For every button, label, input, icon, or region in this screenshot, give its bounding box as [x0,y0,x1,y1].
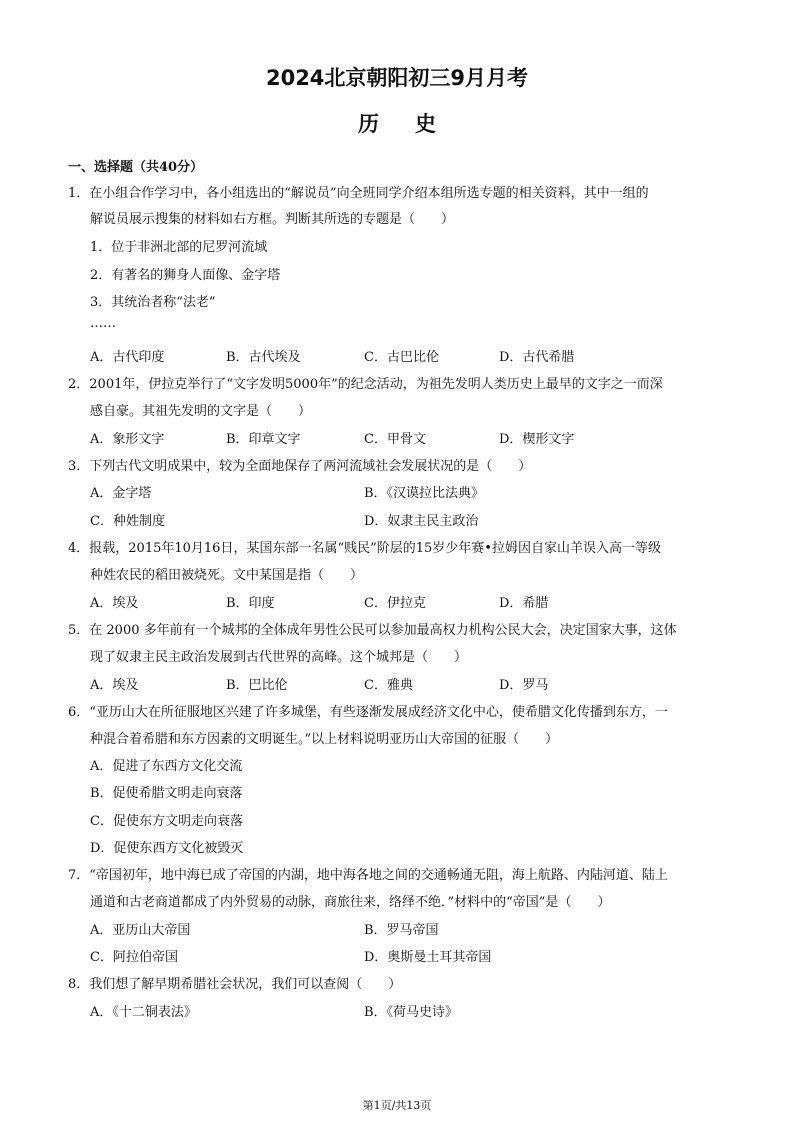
option-b[interactable]: B．《荷马史诗》 [364,1005,459,1020]
question-3-line-1: 3．下列古代文明成果中，较为全面地保存了两河流域社会发展状况的是（ ） [68,459,532,474]
option-c[interactable]: C．雅典 [364,678,413,693]
option-b[interactable]: B．促使希腊文明走向衰落 [90,786,243,801]
exam-title: 2024北京朝阳初三9月月考 [265,66,529,90]
question-5-line-2: 现了奴隶主民主政治发展到古代世界的高峰。这个城邦是（ ） [90,650,468,665]
option-b[interactable]: B．印章文字 [226,432,301,447]
option-a[interactable]: A．埃及 [90,678,139,693]
material-item: 1．位于非洲北部的尼罗河流域 [90,240,268,255]
option-b[interactable]: B．印度 [226,596,275,611]
option-a[interactable]: A．象形文字 [90,432,165,447]
option-c[interactable]: C．伊拉克 [364,596,426,611]
option-d[interactable]: D．奥斯曼土耳其帝国 [364,950,492,965]
question-1-line-2: 解说员展示搜集的材料如右方框。判断其所选的专题是（ ） [90,212,455,227]
material-item: 3．其统治者称“法老” [90,295,216,310]
option-c[interactable]: C．种姓制度 [90,514,165,529]
option-b[interactable]: B．《汉谟拉比法典》 [364,486,485,501]
option-a[interactable]: A．金字塔 [90,486,152,501]
question-4-line-2: 种姓农民的稻田被烧死。文中某国是指（ ） [90,568,364,583]
page-footer: 第1页/共13页 [362,1099,432,1112]
option-a[interactable]: A．埃及 [90,596,139,611]
option-a[interactable]: A．《十二铜表法》 [90,1005,197,1020]
option-a[interactable]: A．古代印度 [90,350,165,365]
option-d[interactable]: D．奴隶主民主政治 [364,514,479,529]
question-5-line-1: 5．在 2000 多年前有一个城邦的全体成年男性公民可以参加最高权力机构公民大会，决定国家大事，这体 [68,623,677,638]
question-7-line-1: 7．“帝国初年，地中海已成了帝国的内湖，地中海各地之间的交通畅通无阻，海上航路、内陆河道、陆上 [68,868,668,883]
option-c[interactable]: C．阿拉伯帝国 [90,950,178,965]
option-d[interactable]: D．古代希腊 [499,350,575,365]
question-2-line-2: 感自豪。其祖先发明的文字是（ ） [90,404,312,419]
subject-title: 历史 [358,111,472,136]
option-d[interactable]: D．希腊 [499,596,549,611]
option-b[interactable]: B．巴比伦 [226,678,288,693]
option-d[interactable]: D．楔形文字 [499,432,575,447]
option-d[interactable]: D．促使东西方文化被毁灭 [90,841,244,856]
option-a[interactable]: A．促进了东西方文化交流 [90,759,243,774]
question-4-line-1: 4．报载，2015年10月16日，某国东部一名属“贱民”阶层的15岁少年赛•拉姆因自家山羊误入高一等级 [68,541,661,556]
option-b[interactable]: B．罗马帝国 [364,923,439,938]
question-7-line-2: 通道和古老商道都成了内外贸易的动脉，商旅往来，络绎不绝．”材料中的“帝国”是（ ） [90,895,611,910]
option-c[interactable]: C．古巴比伦 [364,350,439,365]
option-b[interactable]: B．古代埃及 [226,350,301,365]
question-1-line-1: 1．在小组合作学习中，各小组选出的“解说员”向全班同学介绍本组所选专题的相关资料，其中一组的 [68,186,649,201]
question-8-line-1: 8．我们想了解早期希腊社会状况，我们可以查阅（ ） [68,977,402,992]
option-c[interactable]: C．促使东方文明走向衰落 [90,814,243,829]
material-item: 2．有著名的狮身人面像、金字塔 [90,268,281,283]
section-heading: 一、选择题（共40分） [68,160,204,175]
option-d[interactable]: D．罗马 [499,678,549,693]
question-6-line-1: 6．“亚历山大在所征服地区兴建了许多城堡，有些逐渐发展成经济文化中心，使希腊文化传播到东方，一 [68,705,668,720]
material-ellipsis: …… [90,316,116,331]
option-a[interactable]: A．亚历山大帝国 [90,923,191,938]
question-6-line-2: 种混合着希腊和东方因素的文明诞生。”以上材料说明亚历山大帝国的征服（ ） [90,732,559,747]
option-c[interactable]: C．甲骨文 [364,432,426,447]
question-2-line-1: 2．2001年，伊拉克举行了“文字发明5000年”的纪念活动，为祖先发明人类历史上最早的文字之一而深 [68,377,663,392]
